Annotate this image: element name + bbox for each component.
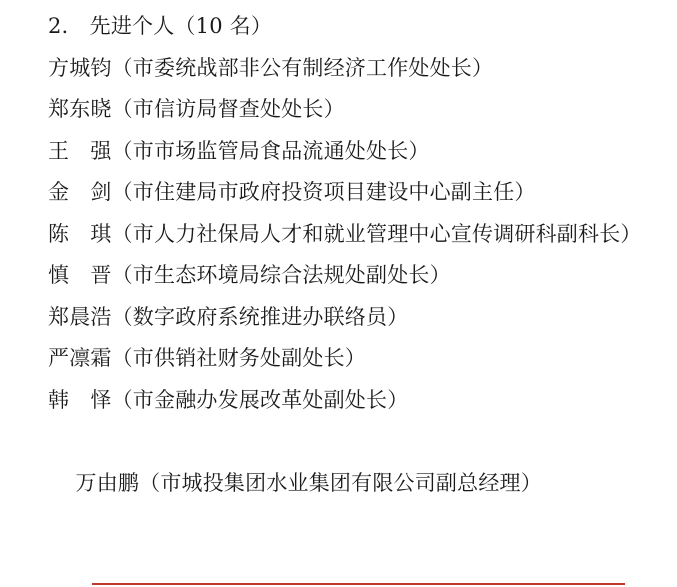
list-item: 陈 琪（市人力社保局人才和就业管理中心宣传调研科副科长） xyxy=(48,221,642,246)
list-item: 金 剑（市住建局市政府投资项目建设中心副主任） xyxy=(48,180,536,204)
list-item: 郑东晓（市信访局督查处处长） xyxy=(48,97,345,121)
list-item-highlighted xyxy=(48,421,647,587)
red-underline-annotation xyxy=(92,583,625,585)
list-item-label: 万由鹏（市城投集团水业集团有限公司副总经理） xyxy=(75,470,542,495)
list-item: 严凛霜（市供销社财务处副处长） xyxy=(48,346,366,370)
list-item: 郑晨浩（数字政府系统推进办联络员） xyxy=(48,304,409,329)
list-item: 慎 晋（市生态环境局综合法规处副处长） xyxy=(48,263,451,287)
list-item: 方城钧（市委统战部非公有制经济工作处处长） xyxy=(48,55,494,80)
list-item: 王 强（市市场监管局食品流通处处长） xyxy=(48,138,430,163)
section-heading: 2. 先进个人（10 名） xyxy=(48,14,273,38)
list-item: 韩 怿（市金融办发展改革处副处长） xyxy=(48,387,409,412)
